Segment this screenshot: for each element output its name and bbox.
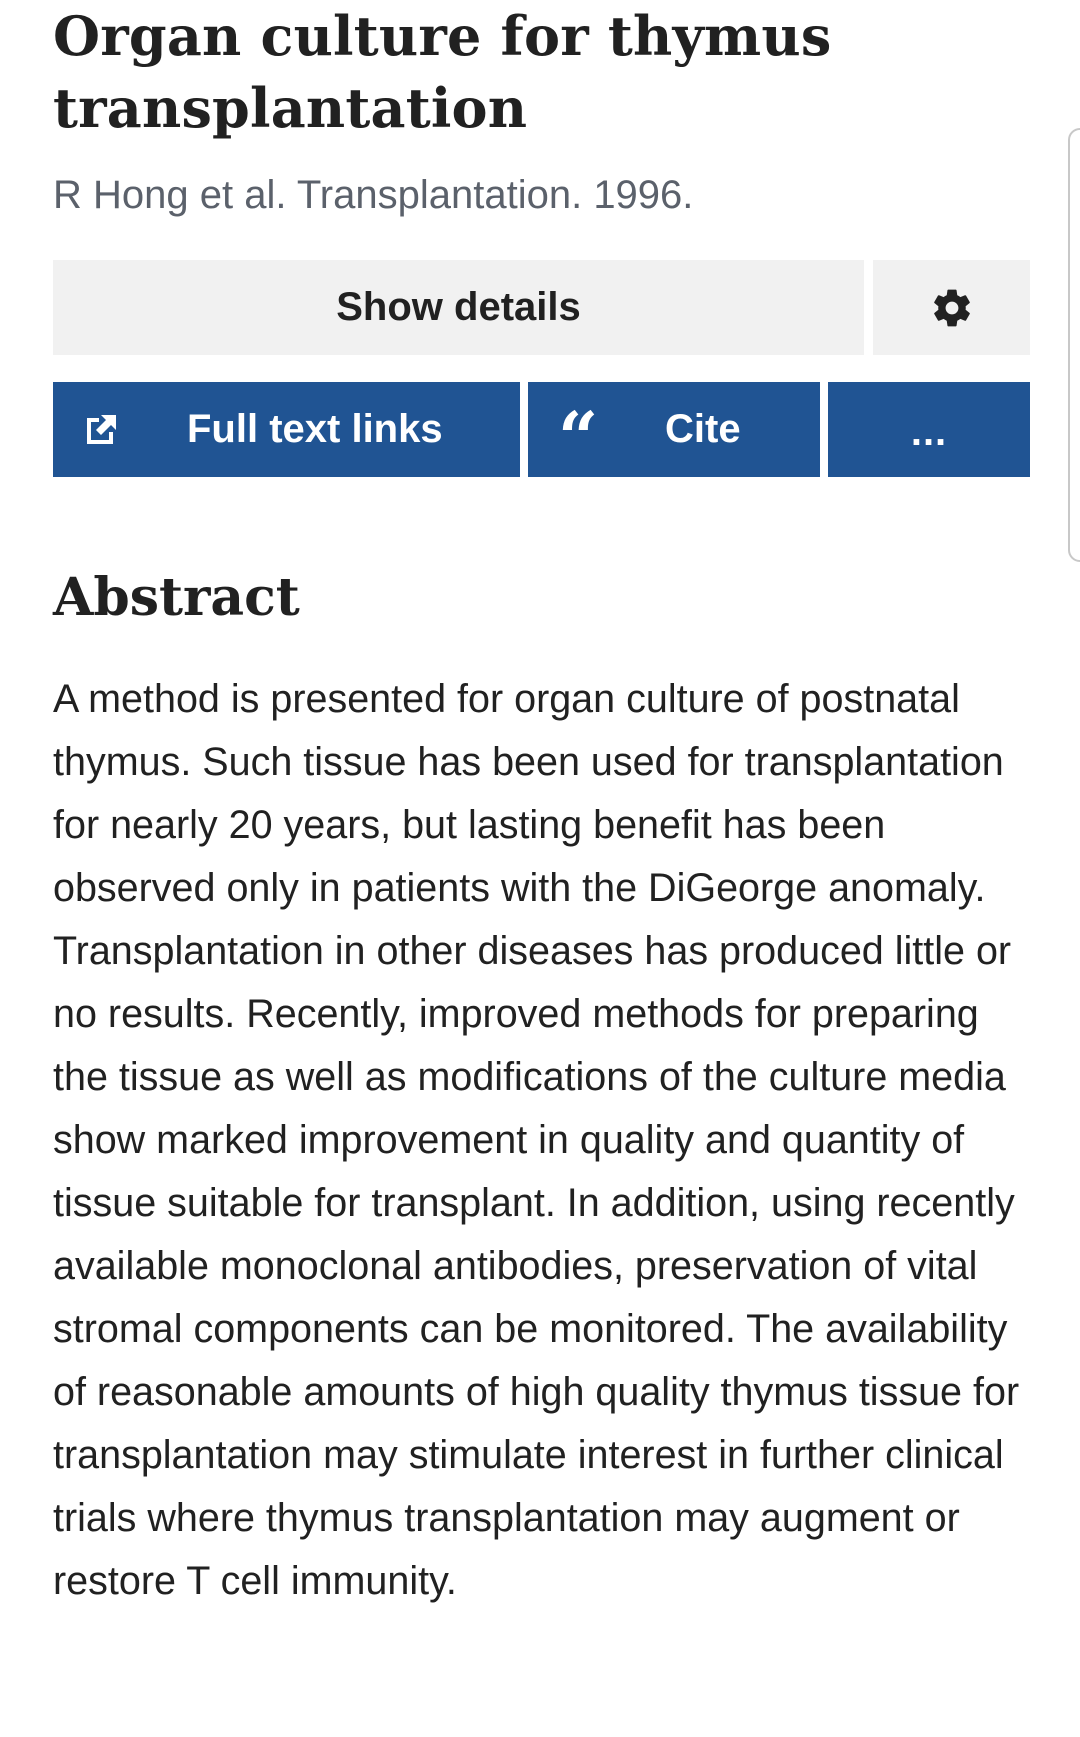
article-title: Organ culture for thymus transplantation xyxy=(53,4,832,140)
external-link-icon xyxy=(83,412,119,448)
show-details-label: Show details xyxy=(336,285,581,329)
article-page xyxy=(53,0,1030,1603)
quote-icon: “ xyxy=(558,396,599,479)
article-citation: R Hong et al. Transplantation. 1996. xyxy=(53,173,694,217)
actions-row xyxy=(53,382,1030,477)
more-actions-button[interactable] xyxy=(828,382,1030,477)
full-text-links-button[interactable] xyxy=(53,382,520,477)
show-details-button[interactable] xyxy=(53,260,864,355)
cite-label: Cite xyxy=(665,407,741,451)
abstract-text: A method is presented for organ culture of postnatal thymus. Such tissue has been used for transplantation for nearly 20 years, but lasting benefit has been observed only in patients with the DiGeorge anomaly. Transplantation in other diseases has produced little or no results. Recently, improved methods for preparing the tissue as well as modifications of the culture media show marked improvement in quality and quantity of tissue suitable for transplant. In addition, using recently available monoclonal antibodies, preservation of vital stromal components can be monitored. The availability of reasonable amounts of high quality thymus tissue for transplantation may stimulate interest in further clinical trials where thymus transplantation may augment or restore T cell immunity. xyxy=(53,677,1020,1603)
settings-button[interactable] xyxy=(873,260,1030,355)
scroll-handle[interactable] xyxy=(1068,128,1080,562)
full-text-links-label: Full text links xyxy=(187,407,443,451)
abstract-heading: Abstract xyxy=(53,567,300,628)
cite-button[interactable] xyxy=(528,382,820,477)
details-row xyxy=(53,260,1030,355)
more-actions-label: ... xyxy=(910,410,948,454)
gear-icon xyxy=(930,286,974,330)
